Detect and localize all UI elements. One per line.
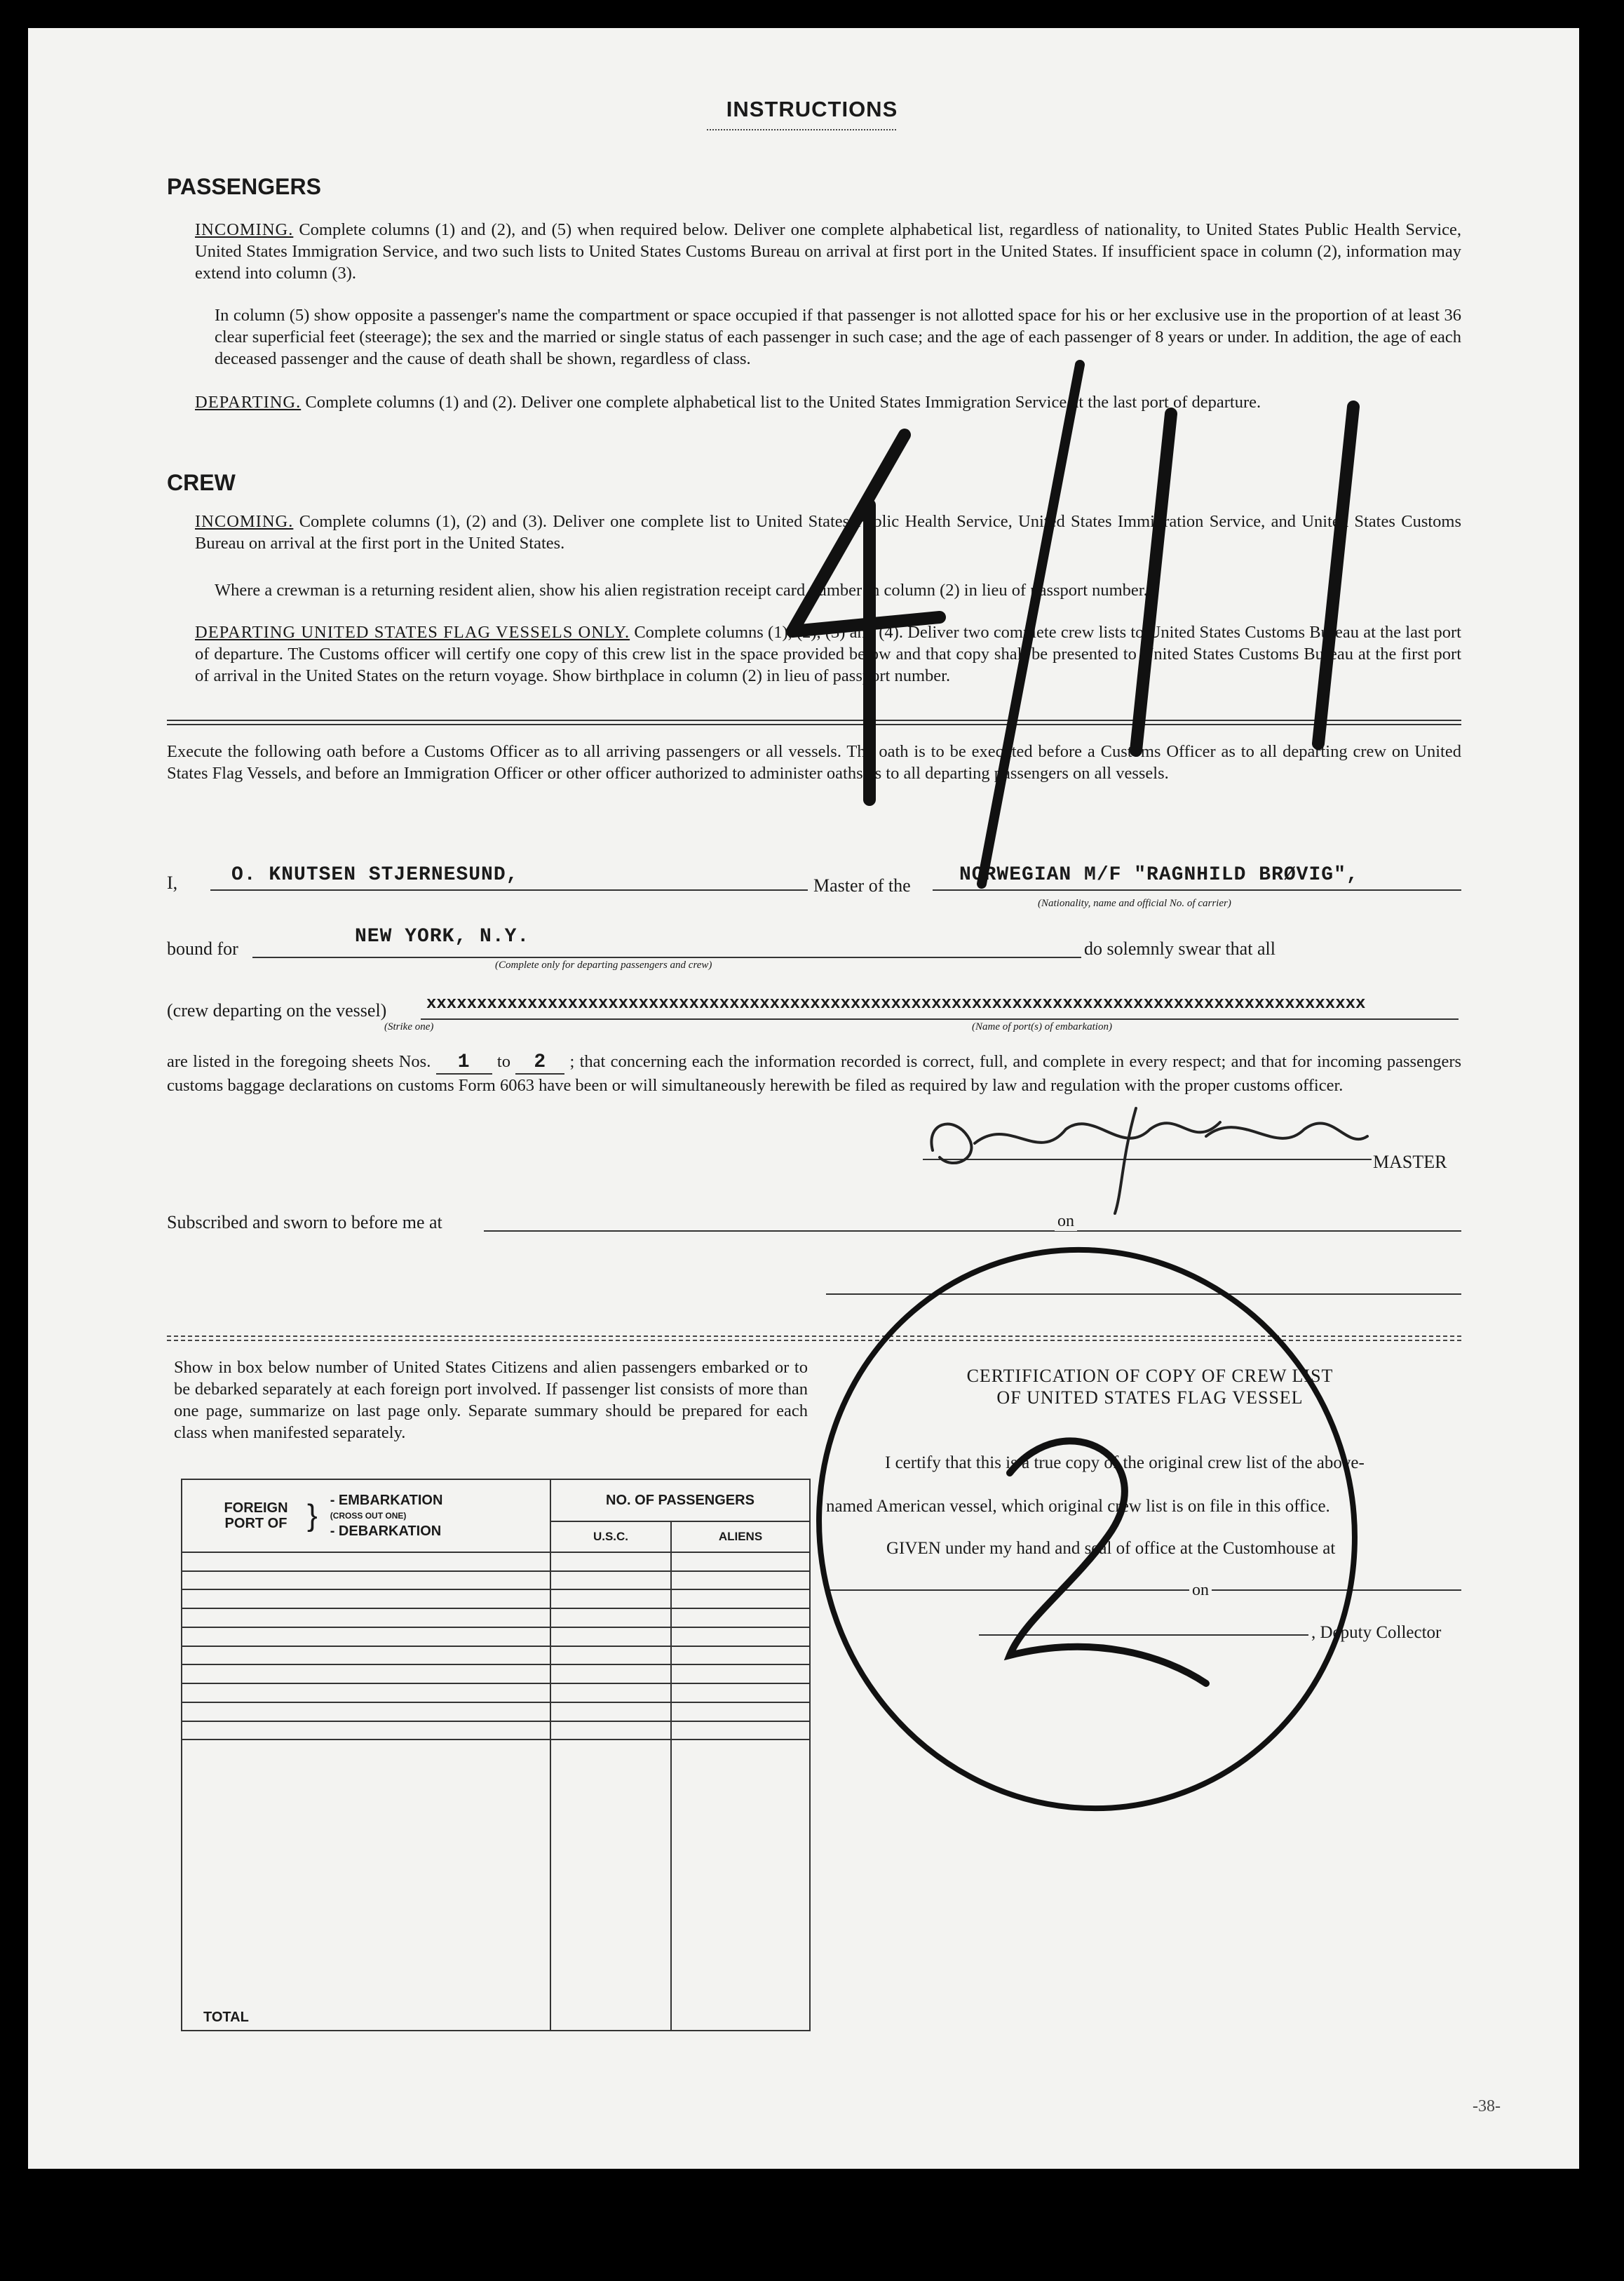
master-name: O. KNUTSEN STJERNESUND, [231, 864, 519, 886]
signature-initial [931, 1124, 971, 1163]
master-signature [931, 1108, 1367, 1213]
circled-number-handwriting [747, 1180, 1427, 1878]
strikeout-text: xxxxxxxxxxxxxxxxxxxxxxxxxxxxxxxxxxxxxxxxxxxxxxxxxxxxxxxxxxxxxxxxxxxxxxxxxxxxxxxxxxxxxxxxxxxxx [426, 995, 1366, 1014]
bound-for-label: bound for [167, 938, 238, 959]
sheet-to: 2 [515, 1051, 564, 1075]
passengers-column5-para: In column (5) show opposite a passenger's name the compartment or space occupied if that passenger is not allotted space for his or her exclusive use in the proportion of at least 36 clear superficial feet (steerage); the sex and the married or single status of each passenger in such case; and the age of each passenger of 8 years or under. In addition, the age of each deceased passenger and the cause of death shall be shown, regardless of class. [215, 306, 1461, 368]
handwritten-one-b [1318, 407, 1353, 743]
passengers-header: NO. OF PASSENGERS [550, 1479, 810, 1521]
crew-departing-label: (crew departing on the vessel) [167, 1000, 387, 1021]
handwritten-slash [982, 365, 1080, 884]
deputy-collector-label: , Deputy Collector [1311, 1623, 1442, 1642]
certification-line1: I certify that this is a true copy of the original crew list of the above- [885, 1453, 1365, 1472]
total-label: TOTAL [203, 2010, 249, 2025]
crew-resident-para: Where a crewman is a returning resident alien, show his alien registration receipt card number in column (2) in lieu of passport number. [215, 581, 1148, 600]
usc-header: U.S.C. [550, 1521, 671, 1552]
brace-icon: } [307, 1498, 318, 1533]
page-number: -38- [1473, 2097, 1501, 2115]
listed-label: are listed in the foregoing sheets Nos. [167, 1052, 431, 1071]
passengers-departing-lead: DEPARTING. [195, 393, 302, 412]
foreign-port-label: FOREIGN PORT OF [224, 1500, 288, 1531]
aliens-header: ALIENS [671, 1521, 810, 1552]
signature-descender [1115, 1108, 1136, 1213]
oath-i-label: I, [167, 873, 178, 893]
subscribed-label: Subscribed and sworn to before me at [167, 1212, 442, 1232]
crew-departing-text: Complete columns (1), (2), (3) and (4). Deliver two complete crew lists to United States Customs Bureau at the last port of departure. The Customs officer will certify one copy of this crew list in the space provided below and that copy shall be presented to United States Customs Bureau at the first port of arrival in the United States on the return voyage. Show birthplace in column (2) in lieu of passport number. [195, 623, 1461, 685]
certification-title-line1: CERTIFICATION OF COPY OF CREW LIST [966, 1366, 1334, 1386]
statement-text: ; that concerning each the information recorded is correct, full, and complete in every respect; and that for incoming passengers customs baggage declarations on customs Form 6063 have been or will simultaneously herewith be filed as required by law and regulation with the proper customs officer. [167, 1052, 1462, 1095]
summary-instructions: Show in box below number of United States Citizens and alien passengers embarked or to be debarked separately at each foreign port involved. If passenger list consists of more than one page, summarize on last page only. Separate summary should be prepared for each class when manifested separately. [174, 1358, 808, 1442]
master-of-label: Master of the [813, 875, 911, 896]
to-label: to [496, 1052, 510, 1071]
cross-out-label: (CROSS OUT ONE) [330, 1511, 407, 1521]
sheet-from: 1 [436, 1051, 492, 1075]
sheet-number-handwriting [792, 365, 1353, 884]
crew-heading: CREW [167, 470, 236, 495]
vessel-caption: (Nationality, name and official No. of carrier) [1038, 898, 1231, 909]
crew-incoming-text: Complete columns (1), (2) and (3). Deliver one complete list to United States Public Health Service, United States Immigration Service, and United States Customs Bureau on arrival at the first port in the United States. [195, 512, 1461, 553]
subscribed-on-label: on [1055, 1212, 1077, 1231]
signature-stroke-2 [1206, 1123, 1367, 1139]
passengers-departing-text: Complete columns (1) and (2). Deliver one complete alphabetical list to the United States Immigration Service at the last port of departure. [305, 393, 1261, 412]
certification-line2: named American vessel, which original crew list is on file in this office. [826, 1497, 1330, 1516]
destination: NEW YORK, N.Y. [355, 926, 530, 948]
ports-caption: (Name of port(s) of embarkation) [972, 1021, 1112, 1032]
signature-stroke-1 [975, 1122, 1220, 1143]
passengers-incoming-text: Complete columns (1) and (2), and (5) when required below. Deliver one complete alphabetical list, regardless of nationality, to United States Public Health Service, United States Immigration Service, and two such lists to United States Customs Bureau on arrival at first port in the United States. If insufficient space in column (2), information may extend into column (3). [195, 220, 1462, 283]
master-label: MASTER [1373, 1152, 1447, 1172]
certification-line3: GIVEN under my hand and seal of office at the Customhouse at [886, 1539, 1336, 1558]
handwritten-two [1010, 1441, 1206, 1683]
debarkation-label: - DEBARKATION [330, 1523, 442, 1539]
page-title: INSTRUCTIONS [726, 97, 898, 121]
passengers-heading: PASSENGERS [167, 174, 321, 199]
destination-caption: (Complete only for departing passengers and crew) [495, 960, 712, 971]
handwritten-circle [747, 1180, 1427, 1878]
oath-intro: Execute the following oath before a Customs Officer as to all arriving passengers or all vessels. The oath is to be executed before a Customs Officer as to all departing crew on United States Flag Vessels, and before an Immigration Officer or other officer authorized to administer oaths as to all departing passengers on all vessels. [167, 742, 1461, 783]
certification-on-label: on [1189, 1581, 1212, 1600]
vessel-name: NORWEGIAN M/F "RAGNHILD BRØVIG", [959, 864, 1359, 886]
handwritten-one-a [1136, 414, 1171, 751]
crew-incoming-lead: INCOMING. [195, 512, 294, 531]
crew-departing-lead: DEPARTING UNITED STATES FLAG VESSELS ONLY. [195, 623, 630, 642]
strike-caption: (Strike one) [384, 1021, 434, 1032]
passengers-incoming-lead: INCOMING. [195, 220, 294, 239]
embarkation-label: - EMBARKATION [330, 1493, 443, 1508]
swear-label: do solemnly swear that all [1084, 938, 1275, 959]
certification-title-line2: OF UNITED STATES FLAG VESSEL [996, 1387, 1304, 1408]
